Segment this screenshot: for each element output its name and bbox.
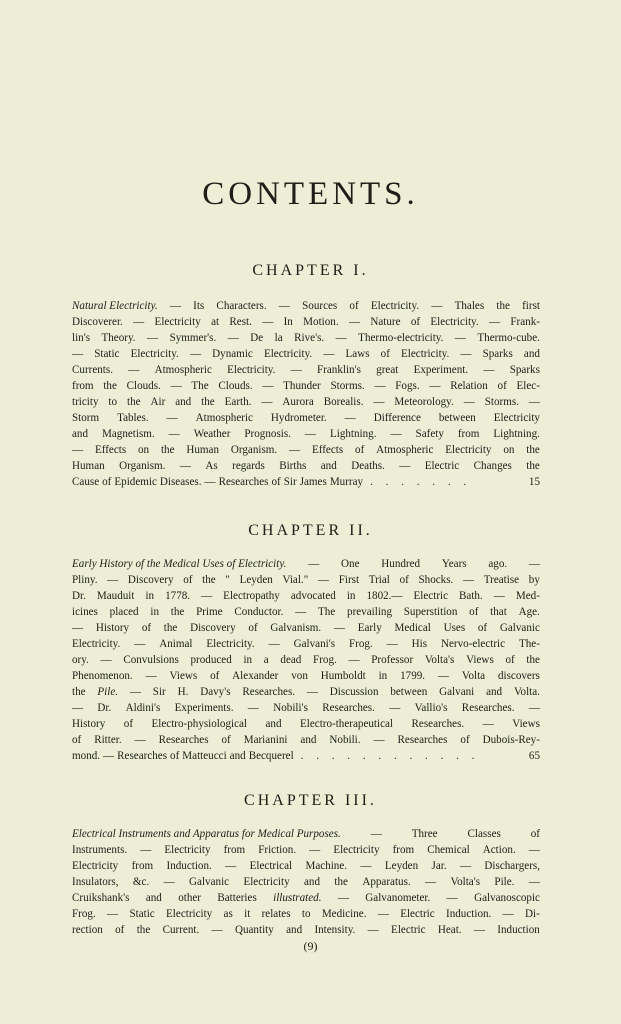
summary-line: History of Electro-physiological and Electro-therapeutical Researches. — Views xyxy=(72,718,540,730)
summary-line: the Pile. — Sir H. Davy's Researches. — Discussion between Galvani and Volta. xyxy=(72,686,540,698)
summary-line: Discoverer. — Electricity at Rest. — In Motion. — Nature of Electricity. — Frank- xyxy=(72,316,540,328)
summary-line: of Ritter. — Researches of Marianini and Nobili. — Researches of Dubois-Rey- xyxy=(72,734,540,746)
summary-line: Electricity. — Animal Electricity. — Galvani's Frog. — His Nervo-electric The- xyxy=(72,638,540,650)
summary-line: Insulators, &c. — Galvanic Electricity and the Apparatus. — Volta's Pile. — xyxy=(72,876,540,888)
summary-line: icines placed in the Prime Conductor. — The prevailing Superstition of that Age. xyxy=(72,606,540,618)
summary-line: — Dr. Aldini's Experiments. — Nobili's Researches. — Vallio's Researches. — xyxy=(72,702,540,714)
summary-line: Early History of the Medical Uses of Electricity. — One Hundred Years ago. — xyxy=(72,558,540,570)
summary-line: Dr. Mauduit in 1778. — Electropathy advocated in 1802.— Electric Bath. — Med- xyxy=(72,590,540,602)
summary-line: Storm Tables. — Atmospheric Hydrometer. — Difference between Electricity xyxy=(72,412,540,424)
leader-dots: . . . . . . . xyxy=(370,476,472,488)
summary-line: Frog. — Static Electricity as it relates to Medicine. — Electric Induction. — Di- xyxy=(72,908,540,920)
summary-line: lin's Theory. — Symmer's. — De la Rive's. — Thermo-electricity. — Thermo-cube. xyxy=(72,332,540,344)
summary-line: Human Organism. — As regards Births and Deaths. — Electric Changes the xyxy=(72,460,540,472)
chapter-1-summary xyxy=(72,298,540,490)
chapter-page-number: 65 xyxy=(528,750,540,762)
summary-line: Pliny. — Discovery of the " Leyden Vial." — First Trial of Shocks. — Treatise by xyxy=(72,574,540,586)
summary-line: tricity to the Air and the Earth. — Aurora Borealis. — Meteorology. — Storms. — xyxy=(72,396,540,408)
summary-line: Natural Electricity. — Its Characters. — Sources of Electricity. — Thales the first xyxy=(72,300,540,312)
summary-line: Cause of Epidemic Diseases. — Researches of Sir James Murray . . . . . . . 15 xyxy=(72,476,540,488)
summary-line: Electrical Instruments and Apparatus for Medical Purposes. — Three Classes of xyxy=(72,828,540,840)
summary-line: Electricity from Induction. — Electrical Machine. — Leyden Jar. — Dischargers, xyxy=(72,860,540,872)
chapter-2-summary xyxy=(72,556,540,764)
chapter-2-heading: CHAPTER II. xyxy=(248,522,373,539)
summary-line: — Effects on the Human Organism. — Effects of Atmospheric Electricity on the xyxy=(72,444,540,456)
summary-line: Cruikshank's and other Batteries illustrated. — Galvanometer. — Galvanoscopic xyxy=(72,892,540,904)
page-title: CONTENTS. xyxy=(202,176,419,212)
summary-line: Phenomenon. — Views of Alexander von Humboldt in 1799. — Volta discovers xyxy=(72,670,540,682)
chapter-1-heading: CHAPTER I. xyxy=(252,262,369,279)
summary-line: Currents. — Atmospheric Electricity. — Franklin's great Experiment. — Sparks xyxy=(72,364,540,376)
leader-dots: . . . . . . . . . . . . xyxy=(300,750,480,762)
summary-line: — History of the Discovery of Galvanism. — Early Medical Uses of Galvanic xyxy=(72,622,540,634)
summary-line: ory. — Convulsions produced in a dead Frog. — Professor Volta's Views of the xyxy=(72,654,540,666)
chapter-3-heading: CHAPTER III. xyxy=(244,792,377,809)
summary-line: Instruments. — Electricity from Friction. — Electricity from Chemical Action. — xyxy=(72,844,540,856)
summary-line: mond. — Researches of Matteucci and Becquerel . . . . . . . . . . . . 65 xyxy=(72,750,540,762)
summary-line: rection of the Current. — Quantity and Intensity. — Electric Heat. — Induction xyxy=(72,924,540,936)
page-number: (9) xyxy=(303,939,318,953)
chapter-page-number: 15 xyxy=(528,476,540,488)
summary-line: and Magnetism. — Weather Prognosis. — Lightning. — Safety from Lightning. xyxy=(72,428,540,440)
summary-line: — Static Electricity. — Dynamic Electricity. — Laws of Electricity. — Sparks and xyxy=(72,348,540,360)
summary-line: from the Clouds. — The Clouds. — Thunder Storms. — Fogs. — Relation of Elec- xyxy=(72,380,540,392)
chapter-3-summary xyxy=(72,826,540,938)
